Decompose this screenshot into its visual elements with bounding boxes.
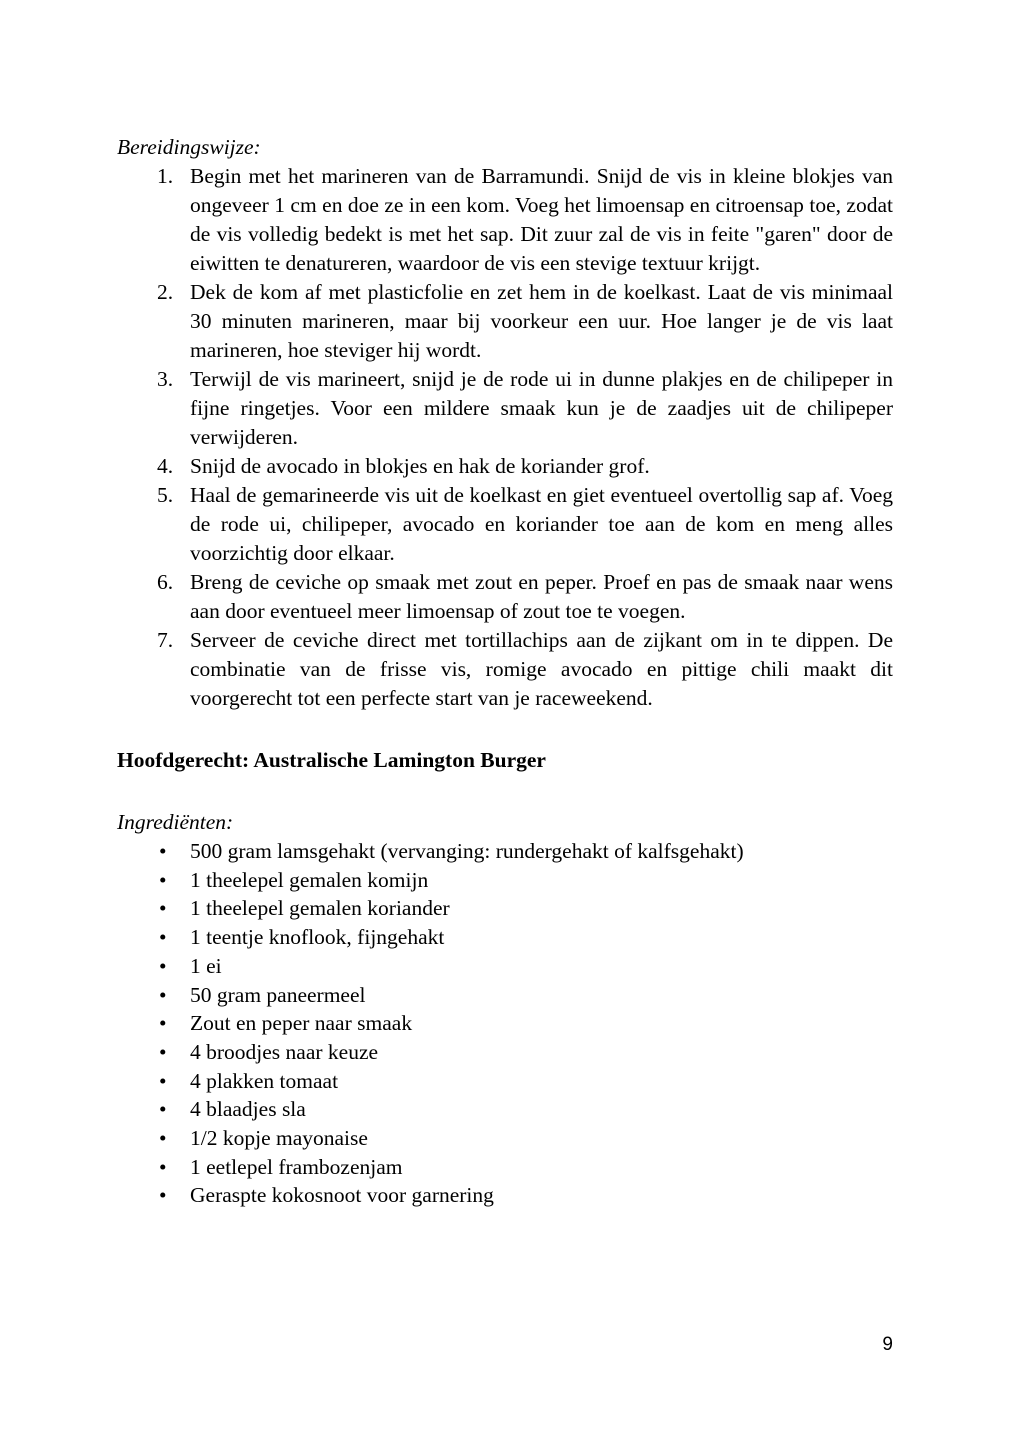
bullet-icon: • <box>159 896 167 921</box>
preparation-step <box>117 162 893 278</box>
bullet-icon: • <box>159 1039 167 1064</box>
list-item <box>117 1009 893 1038</box>
ingredient-text: 1 theelepel gemalen koriander <box>190 896 450 921</box>
list-item <box>117 981 893 1010</box>
preparation-label: Bereidingswijze: <box>117 135 261 159</box>
preparation-step <box>117 626 893 713</box>
bullet-icon: • <box>159 1126 167 1151</box>
bullet-icon: • <box>159 839 167 863</box>
list-item <box>117 866 893 895</box>
ingredient-text: 1 eetlepel frambozenjam <box>190 1154 403 1179</box>
ingredients-label: Ingrediënten: <box>117 810 234 834</box>
preparation-step <box>117 568 893 626</box>
step-text: Terwijl de vis marineert, snijd je de rode ui in dunne plakjes en de chilipeper in fijne ringetjes. Voor een mildere smaak kun je de zaadjes uit de chilipeper verwijderen. <box>190 367 893 449</box>
list-item <box>117 1124 893 1153</box>
bullet-icon: • <box>159 982 167 1007</box>
bullet-icon: • <box>159 1183 167 1208</box>
step-text: Serveer de ceviche direct met tortillachips aan de zijkant om in te dippen. De combinatie van de frisse vis, romige avocado en pittige chili maakt dit voorgerecht tot een perfecte start van je raceweekend. <box>190 628 893 710</box>
step-number: 3. <box>157 367 174 391</box>
ingredient-text: 1 teentje knoflook, fijngehakt <box>190 925 445 950</box>
list-item <box>117 1038 893 1067</box>
ingredient-text: 4 plakken tomaat <box>190 1068 339 1093</box>
ingredient-text: 1 theelepel gemalen komijn <box>190 867 429 892</box>
list-item <box>117 837 893 866</box>
page-content <box>117 133 893 1210</box>
section-spacer <box>117 713 893 746</box>
step-number: 7. <box>157 628 174 652</box>
ingredient-text: 500 gram lamsgehakt (vervanging: rundergehakt of kalfsgehakt) <box>190 839 744 863</box>
preparation-step <box>117 452 893 481</box>
bullet-icon: • <box>159 867 167 892</box>
ingredients-list <box>117 837 893 1210</box>
list-item <box>117 1181 893 1210</box>
list-item <box>117 923 893 952</box>
ingredient-text: 1/2 kopje mayonaise <box>190 1126 368 1151</box>
bullet-icon: • <box>159 925 167 950</box>
ingredient-text: Zout en peper naar smaak <box>190 1011 413 1036</box>
step-text: Dek de kom af met plasticfolie en zet hem in de koelkast. Laat de vis minimaal 30 minuten marineren, maar bij voorkeur een uur. Hoe langer je de vis laat marineren, hoe steviger hij wordt. <box>190 280 893 362</box>
step-number: 6. <box>157 570 174 594</box>
list-item <box>117 894 893 923</box>
list-item <box>117 1067 893 1096</box>
bullet-icon: • <box>159 1154 167 1179</box>
preparation-step <box>117 481 893 568</box>
list-item <box>117 1095 893 1124</box>
page-number: 9 <box>882 1334 893 1355</box>
ingredient-text: 50 gram paneermeel <box>190 982 366 1007</box>
step-number: 1. <box>157 164 174 188</box>
step-text: Begin met het marineren van de Barramundi. Snijd de vis in kleine blokjes van ongeveer 1 cm en doe ze in een kom. Voeg het limoensap en citroensap toe, zodat de vis volledig bedekt is met het sap. Dit zuur zal de vis in feite "garen" door de eiwitten te denatureren, waardoor de vis een stevige textuur krijgt. <box>190 164 893 275</box>
preparation-steps-list <box>117 162 893 713</box>
ingredient-text: 4 broodjes naar keuze <box>190 1039 379 1064</box>
preparation-step <box>117 278 893 365</box>
list-item <box>117 1153 893 1182</box>
ingredient-text: Geraspte kokosnoot voor garnering <box>190 1183 494 1208</box>
step-number: 5. <box>157 483 174 507</box>
ingredient-text: 4 blaadjes sla <box>190 1097 306 1122</box>
step-text: Breng de ceviche op smaak met zout en peper. Proef en pas de smaak naar wens aan door eventueel meer limoensap of zout toe te voegen. <box>190 570 893 623</box>
heading-spacer <box>117 775 893 808</box>
bullet-icon: • <box>159 953 167 978</box>
ingredient-text: 1 ei <box>190 953 222 978</box>
main-course-heading: Hoofdgerecht: Australische Lamington Burger <box>117 748 546 772</box>
list-item <box>117 952 893 981</box>
step-text: Snijd de avocado in blokjes en hak de koriander grof. <box>190 454 650 478</box>
step-text: Haal de gemarineerde vis uit de koelkast en giet eventueel overtollig sap af. Voeg de rode ui, chilipeper, avocado en koriander toe aan de kom en meng alles voorzichtig door elkaar. <box>190 483 893 565</box>
bullet-icon: • <box>159 1011 167 1036</box>
step-number: 2. <box>157 280 174 304</box>
bullet-icon: • <box>159 1097 167 1122</box>
preparation-step <box>117 365 893 452</box>
bullet-icon: • <box>159 1068 167 1093</box>
step-number: 4. <box>157 454 174 478</box>
